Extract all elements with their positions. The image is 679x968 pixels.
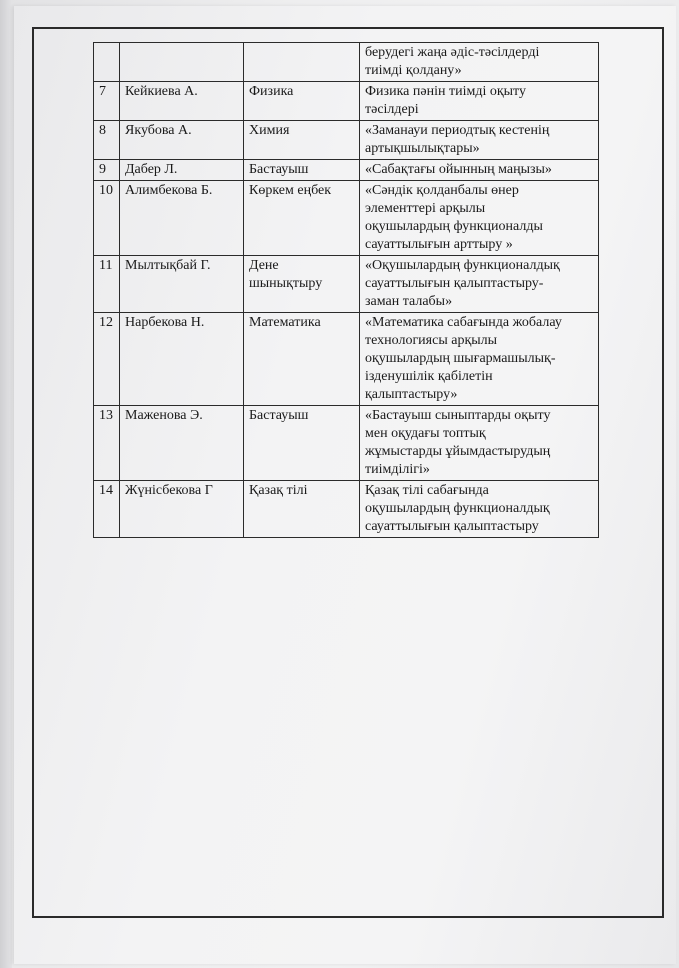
topic-text: «Математика сабағында жобалау технологиясы арқылы оқушылардың шығармашылық- ізденушілік қабілетін қалыптастыру» [365,315,562,402]
subject-text: Дене шынықтыру [249,258,323,291]
subject: Химия [244,121,360,160]
table-row [94,313,599,406]
subject: Математика [244,313,360,406]
table-row [94,481,599,538]
teacher-name: Нарбекова Н. [120,313,244,406]
table-row [94,160,599,181]
teacher-name: Мылтықбай Г. [120,256,244,313]
teachers-topics-table [93,42,599,538]
teacher-name: Маженова Э. [120,406,244,481]
topic-text: «Бастауыш сыныптарды оқыту мен оқудағы топтық жұмыстарды ұйымдастырудың тиімділігі» [365,408,551,477]
teacher-name: Жүнісбекова Г [120,481,244,538]
topic [360,481,599,538]
topic [360,160,599,181]
row-number: 8 [94,121,120,160]
teacher-name: Кейкиева А. [120,82,244,121]
table-row [94,406,599,481]
topic-text: «Заманауи периодтық кестенің артықшылықтары» [365,123,550,156]
subject: Қазақ тілі [244,481,360,538]
teacher-name: Якубова А. [120,121,244,160]
table-row [94,121,599,160]
subject: Бастауыш [244,160,360,181]
topic-text: «Оқушылардың функционалдық сауаттылығын қалыптастыру- заман талабы» [365,258,560,309]
topic-text: берудегі жаңа әдіс-тәсілдерді тиімді қолдану» [365,45,540,78]
topic [360,43,599,82]
background-surface [0,0,12,968]
table-row [94,256,599,313]
topic [360,121,599,160]
subject [244,256,360,313]
topic [360,82,599,121]
subject: Көркем еңбек [244,181,360,256]
row-number: 12 [94,313,120,406]
subject [244,43,360,82]
subject: Бастауыш [244,406,360,481]
table-row [94,43,599,82]
topic [360,181,599,256]
row-number [94,43,120,82]
teacher-name: Алимбекова Б. [120,181,244,256]
subject: Физика [244,82,360,121]
topic-text: «Сәндік қолданбалы өнер элементтері арқылы оқушылардың функционалды сауаттылығын арттыру » [365,183,543,252]
table-row [94,181,599,256]
row-number: 7 [94,82,120,121]
teacher-name [120,43,244,82]
topic [360,406,599,481]
row-number: 14 [94,481,120,538]
topic-text: Қазақ тілі сабағында оқушылардың функционалдық сауаттылығын қалыптастыру [365,483,550,534]
teacher-name: Дабер Л. [120,160,244,181]
row-number: 9 [94,160,120,181]
row-number: 13 [94,406,120,481]
topic [360,313,599,406]
topic [360,256,599,313]
table-row [94,82,599,121]
row-number: 11 [94,256,120,313]
topic-text: «Сабақтағы ойынның маңызы» [365,162,552,177]
topic-text: Физика пәнін тиімді оқыту тәсілдері [365,84,526,117]
row-number: 10 [94,181,120,256]
